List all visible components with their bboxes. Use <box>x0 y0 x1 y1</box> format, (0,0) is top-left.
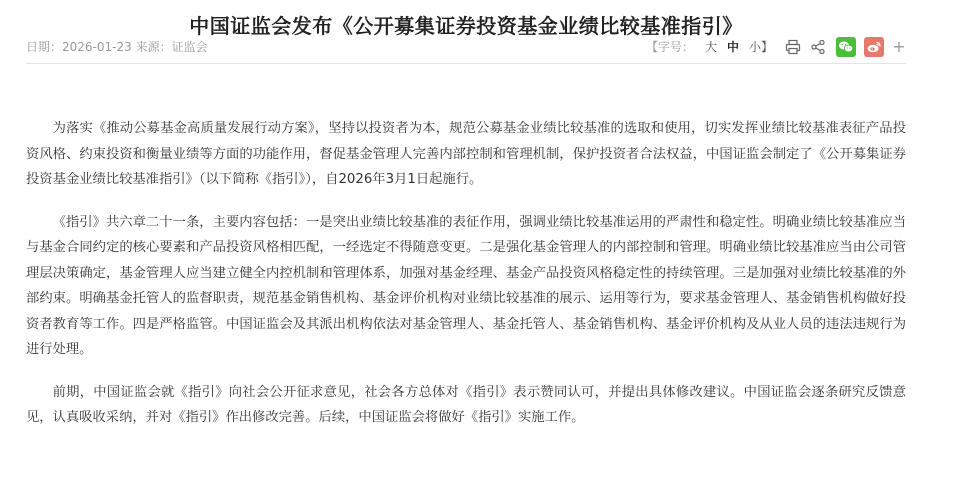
source-label: 来源： <box>135 40 172 54</box>
meta-bar <box>26 36 906 58</box>
header-divider <box>26 63 906 64</box>
font-size-medium-button[interactable]: 中 <box>726 40 739 54</box>
wechat-icon[interactable] <box>836 37 856 57</box>
article-title: 中国证监会发布《公开募集证券投资基金业绩比较基准指引》 <box>189 14 743 38</box>
print-icon[interactable] <box>783 37 803 57</box>
font-size-large-button[interactable]: 大 <box>704 40 717 54</box>
paragraph: 《指引》共六章二十一条，主要内容包括：一是突出业绩比较基准的表征作用，强调业绩比较基准运用的严肃性和稳定性。明确业绩比较基准应当与基金合同约定的核心要素和产品投资风格相匹配，一经选定不得随意变更。二是强化基金管理人的内部控制和管理。明确业绩比较基准应当由公司管理层决策确定，基金管理人应当建立健全内控机制和管理体系，加强对基金经理、基金产品投资风格稳定性的持续管理。三是加强对业绩比较基准的外部约束。明确基金托管人的监督职责，规范基金销售机构、基金评价机构对业绩比较基准的展示、运用等行为，要求基金管理人、基金销售机构做好投资者教育等工作。四是严格监管。中国证监会及其派出机构依法对基金管理人、基金托管人、基金销售机构、基金评价机构及从业人员的违法违规行为进行处理。 <box>26 214 906 357</box>
publish-date: 2026-01-23 <box>62 40 132 54</box>
weibo-icon[interactable] <box>864 37 884 57</box>
paragraph: 前期，中国证监会就《指引》向社会公开征求意见，社会各方总体对《指引》表示赞同认可，并提出具体修改建议。中国证监会逐条研究反馈意见，认真吸收采纳，并对《指引》作出修改完善。后续，中国证监会将做好《指引》实施工作。 <box>26 384 906 425</box>
article-body <box>26 116 906 448</box>
article-toolbar <box>646 36 906 58</box>
font-size-small-button[interactable]: 小】 <box>748 40 773 54</box>
plus-icon[interactable]: + <box>892 37 906 56</box>
share-icon[interactable] <box>808 37 828 57</box>
source-name: 证监会 <box>171 40 208 54</box>
font-size-label: 【字号： <box>645 40 694 54</box>
paragraph: 为落实《推动公募基金高质量发展行动方案》，坚持以投资者为本，规范公募基金业绩比较基准的选取和使用，切实发挥业绩比较基准表征产品投资风格、约束投资和衡量业绩等方面的功能作用，督促基金管理人完善内部控制和管理机制，保护投资者合法权益，中国证监会制定了《公开募集证券投资基金业绩比较基准指引》（以下简称《指引》），自2026年3月1日起施行。 <box>26 121 906 187</box>
date-label: 日期： <box>26 40 63 54</box>
article-meta <box>26 36 208 58</box>
